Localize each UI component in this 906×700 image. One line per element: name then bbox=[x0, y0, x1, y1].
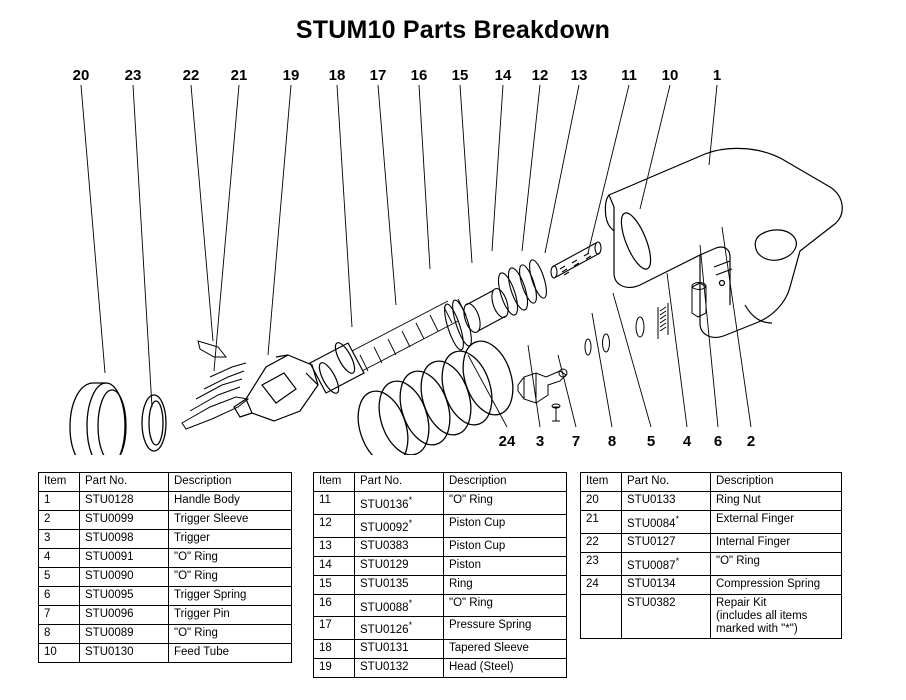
cell-item: 8 bbox=[39, 625, 80, 644]
column-header: Part No. bbox=[355, 473, 444, 492]
table-header-row bbox=[314, 473, 567, 492]
part-number-text: STU0132 bbox=[360, 661, 409, 674]
exploded-diagram-svg bbox=[0, 55, 906, 455]
cell-item bbox=[581, 594, 622, 638]
feed-tube-part bbox=[551, 242, 601, 278]
cell-item: 15 bbox=[314, 575, 355, 594]
part-number-text: STU0091 bbox=[85, 551, 134, 563]
cell-description: Handle Body bbox=[169, 492, 292, 511]
pressure-spring-part bbox=[352, 299, 466, 371]
exploded-view-diagram bbox=[0, 55, 906, 455]
column-header: Item bbox=[581, 473, 622, 492]
cell-item: 10 bbox=[39, 644, 80, 663]
part-number-text: STU0383 bbox=[360, 539, 409, 552]
part-number-text: STU0131 bbox=[360, 642, 409, 655]
repair-kit-asterisk: * bbox=[408, 620, 413, 631]
repair-kit-asterisk: * bbox=[675, 514, 680, 524]
cell-description: "O" Ring bbox=[169, 568, 292, 587]
callout-number: 10 bbox=[661, 67, 679, 84]
cell-part-number bbox=[355, 575, 444, 594]
repair-kit-asterisk: * bbox=[675, 555, 680, 566]
cell-description: Piston Cup bbox=[444, 514, 567, 537]
callout-number: 7 bbox=[571, 433, 581, 450]
head-steel-part bbox=[234, 355, 318, 421]
part-number-text: STU0130 bbox=[85, 646, 134, 658]
column-header: Part No. bbox=[80, 473, 169, 492]
table-row bbox=[314, 575, 567, 594]
cell-description: Piston bbox=[444, 556, 567, 575]
column-header: Item bbox=[314, 473, 355, 492]
cell-item: 19 bbox=[314, 659, 355, 678]
repair-kit-asterisk: * bbox=[408, 517, 413, 528]
callout-number: 2 bbox=[746, 433, 756, 450]
cell-part-number bbox=[80, 644, 169, 663]
table-row bbox=[314, 492, 567, 515]
part-number-text: STU0090 bbox=[85, 570, 134, 582]
cell-description: Repair Kit (includes all items marked with "*") bbox=[711, 594, 842, 638]
part-number-text: STU0129 bbox=[360, 558, 409, 571]
table-row bbox=[39, 606, 292, 625]
fingers-group bbox=[182, 341, 248, 429]
part-number-text: STU0133 bbox=[627, 494, 676, 506]
cell-description: "O" Ring bbox=[444, 594, 567, 617]
column-header: Description bbox=[711, 473, 842, 492]
column-header: Description bbox=[444, 473, 567, 492]
cell-description: Ring Nut bbox=[711, 492, 842, 511]
part-number-text: STU0134 bbox=[627, 577, 676, 590]
cell-item: 18 bbox=[314, 640, 355, 659]
cell-item: 21 bbox=[581, 511, 622, 534]
part-number-text: STU0088 bbox=[360, 601, 409, 614]
table-row bbox=[314, 659, 567, 678]
table-row bbox=[314, 556, 567, 575]
cell-description: Head (Steel) bbox=[444, 659, 567, 678]
part-number-text: STU0089 bbox=[85, 627, 134, 639]
part-number-text: STU0095 bbox=[85, 589, 134, 601]
parts-table-1-body bbox=[39, 473, 292, 663]
o-ring-23-part bbox=[142, 395, 166, 451]
repair-kit-asterisk: * bbox=[408, 495, 413, 505]
cell-item: 11 bbox=[314, 492, 355, 515]
cell-part-number bbox=[80, 587, 169, 606]
cell-item: 24 bbox=[581, 575, 622, 594]
table-row bbox=[314, 640, 567, 659]
cell-description: "O" Ring bbox=[711, 552, 842, 575]
callout-number: 6 bbox=[713, 433, 723, 450]
cell-item: 7 bbox=[39, 606, 80, 625]
callout-number: 13 bbox=[570, 67, 588, 84]
callout-number: 18 bbox=[328, 67, 346, 84]
callout-number: 16 bbox=[410, 67, 428, 84]
part-number-text: STU0092 bbox=[360, 521, 409, 534]
cell-part-number bbox=[355, 537, 444, 556]
parts-tables bbox=[0, 472, 906, 674]
cell-part-number bbox=[80, 530, 169, 549]
parts-table-3 bbox=[580, 472, 842, 639]
cell-part-number bbox=[355, 659, 444, 678]
callout-number: 14 bbox=[494, 67, 512, 84]
table-row bbox=[581, 552, 842, 575]
table-row bbox=[314, 617, 567, 640]
cell-item: 14 bbox=[314, 556, 355, 575]
cell-part-number bbox=[80, 568, 169, 587]
handle-body-part bbox=[605, 148, 842, 337]
table-row bbox=[581, 511, 842, 534]
callout-number: 23 bbox=[124, 67, 142, 84]
parts-table-2-body bbox=[314, 473, 567, 678]
part-number-text: STU0098 bbox=[85, 532, 134, 544]
table-header-row bbox=[581, 473, 842, 492]
callout-number: 22 bbox=[182, 67, 200, 84]
cell-part-number bbox=[355, 492, 444, 515]
parts-table-1 bbox=[38, 472, 292, 663]
cell-description: Ring bbox=[444, 575, 567, 594]
cell-part-number bbox=[80, 549, 169, 568]
cell-part-number bbox=[80, 625, 169, 644]
callout-number: 5 bbox=[646, 433, 656, 450]
callout-number: 11 bbox=[621, 67, 637, 84]
table-row bbox=[39, 549, 292, 568]
table-row bbox=[314, 537, 567, 556]
callout-number: 21 bbox=[230, 67, 248, 84]
parts-table-2 bbox=[313, 472, 567, 678]
repair-kit-asterisk: * bbox=[408, 597, 413, 608]
callout-number: 24 bbox=[498, 433, 516, 450]
cell-description: Pressure Spring bbox=[444, 617, 567, 640]
page-title: STUM10 Parts Breakdown bbox=[295, 16, 611, 44]
table-row bbox=[581, 594, 842, 638]
table-row bbox=[39, 625, 292, 644]
cell-item: 13 bbox=[314, 537, 355, 556]
cell-part-number bbox=[622, 511, 711, 534]
trigger-part bbox=[518, 369, 567, 403]
part-number-text: STU0087 bbox=[627, 559, 676, 572]
callout-number: 3 bbox=[535, 433, 545, 450]
callout-number: 4 bbox=[682, 433, 692, 450]
cell-item: 3 bbox=[39, 530, 80, 549]
cell-description: Trigger Pin bbox=[169, 606, 292, 625]
table-row bbox=[581, 533, 842, 552]
cell-part-number bbox=[622, 533, 711, 552]
part-number-text: STU0099 bbox=[85, 513, 134, 525]
callout-number: 15 bbox=[451, 67, 469, 84]
part-number-text: STU0128 bbox=[85, 494, 134, 506]
cell-part-number bbox=[355, 640, 444, 659]
cell-part-number bbox=[80, 606, 169, 625]
ring-group bbox=[441, 298, 475, 351]
cell-description: Trigger Sleeve bbox=[169, 511, 292, 530]
cell-item: 1 bbox=[39, 492, 80, 511]
cell-item: 17 bbox=[314, 617, 355, 640]
part-number-text: STU0127 bbox=[627, 535, 676, 548]
cell-item: 16 bbox=[314, 594, 355, 617]
cell-item: 2 bbox=[39, 511, 80, 530]
cell-part-number bbox=[355, 617, 444, 640]
table-row bbox=[314, 514, 567, 537]
table-row bbox=[39, 492, 292, 511]
column-header: Description bbox=[169, 473, 292, 492]
column-header: Part No. bbox=[622, 473, 711, 492]
piston-cups-group bbox=[495, 258, 550, 317]
leader-lines-top bbox=[81, 85, 717, 407]
part-number-text: STU0382 bbox=[627, 596, 676, 609]
part-number-text: STU0096 bbox=[85, 608, 134, 620]
table-row bbox=[39, 587, 292, 606]
table-header-row bbox=[39, 473, 292, 492]
cell-description: Piston Cup bbox=[444, 537, 567, 556]
cell-item: 22 bbox=[581, 533, 622, 552]
cell-item: 20 bbox=[581, 492, 622, 511]
cell-description: Tapered Sleeve bbox=[444, 640, 567, 659]
cell-part-number bbox=[355, 594, 444, 617]
table-row bbox=[39, 568, 292, 587]
cell-description: Trigger bbox=[169, 530, 292, 549]
table-row bbox=[581, 575, 842, 594]
callout-number: 17 bbox=[369, 67, 387, 84]
table-row bbox=[39, 530, 292, 549]
cell-description: Trigger Spring bbox=[169, 587, 292, 606]
cell-item: 23 bbox=[581, 552, 622, 575]
table-row bbox=[39, 644, 292, 663]
cell-item: 6 bbox=[39, 587, 80, 606]
parts-table-3-body bbox=[581, 473, 842, 639]
cell-description: Feed Tube bbox=[169, 644, 292, 663]
cell-description: Compression Spring bbox=[711, 575, 842, 594]
callout-number: 1 bbox=[712, 67, 722, 84]
cell-part-number bbox=[355, 556, 444, 575]
callout-number: 12 bbox=[531, 67, 549, 84]
callout-number: 19 bbox=[282, 67, 300, 84]
cell-part-number bbox=[622, 575, 711, 594]
cell-description: "O" Ring bbox=[444, 492, 567, 515]
cell-description: Internal Finger bbox=[711, 533, 842, 552]
cell-item: 12 bbox=[314, 514, 355, 537]
cell-part-number bbox=[80, 492, 169, 511]
cell-description: "O" Ring bbox=[169, 549, 292, 568]
cell-item: 5 bbox=[39, 568, 80, 587]
piston-part bbox=[461, 287, 512, 335]
cell-item: 4 bbox=[39, 549, 80, 568]
part-number-text: STU0136 bbox=[360, 498, 409, 511]
cell-part-number bbox=[622, 552, 711, 575]
cell-part-number bbox=[80, 511, 169, 530]
cell-description: External Finger bbox=[711, 511, 842, 534]
leader-lines-bottom bbox=[468, 227, 751, 427]
cell-part-number bbox=[355, 514, 444, 537]
small-hardware-group bbox=[552, 283, 706, 422]
table-row bbox=[314, 594, 567, 617]
part-number-text: STU0135 bbox=[360, 577, 409, 590]
callout-number: 8 bbox=[607, 433, 617, 450]
table-row bbox=[39, 511, 292, 530]
cell-description: "O" Ring bbox=[169, 625, 292, 644]
callout-number: 20 bbox=[72, 67, 90, 84]
cell-part-number bbox=[622, 492, 711, 511]
ring-nut-part bbox=[70, 383, 126, 455]
table-row bbox=[581, 492, 842, 511]
part-number-text: STU0084 bbox=[627, 517, 676, 530]
part-number-text: STU0126 bbox=[360, 624, 409, 637]
column-header: Item bbox=[39, 473, 80, 492]
cell-part-number bbox=[622, 594, 711, 638]
